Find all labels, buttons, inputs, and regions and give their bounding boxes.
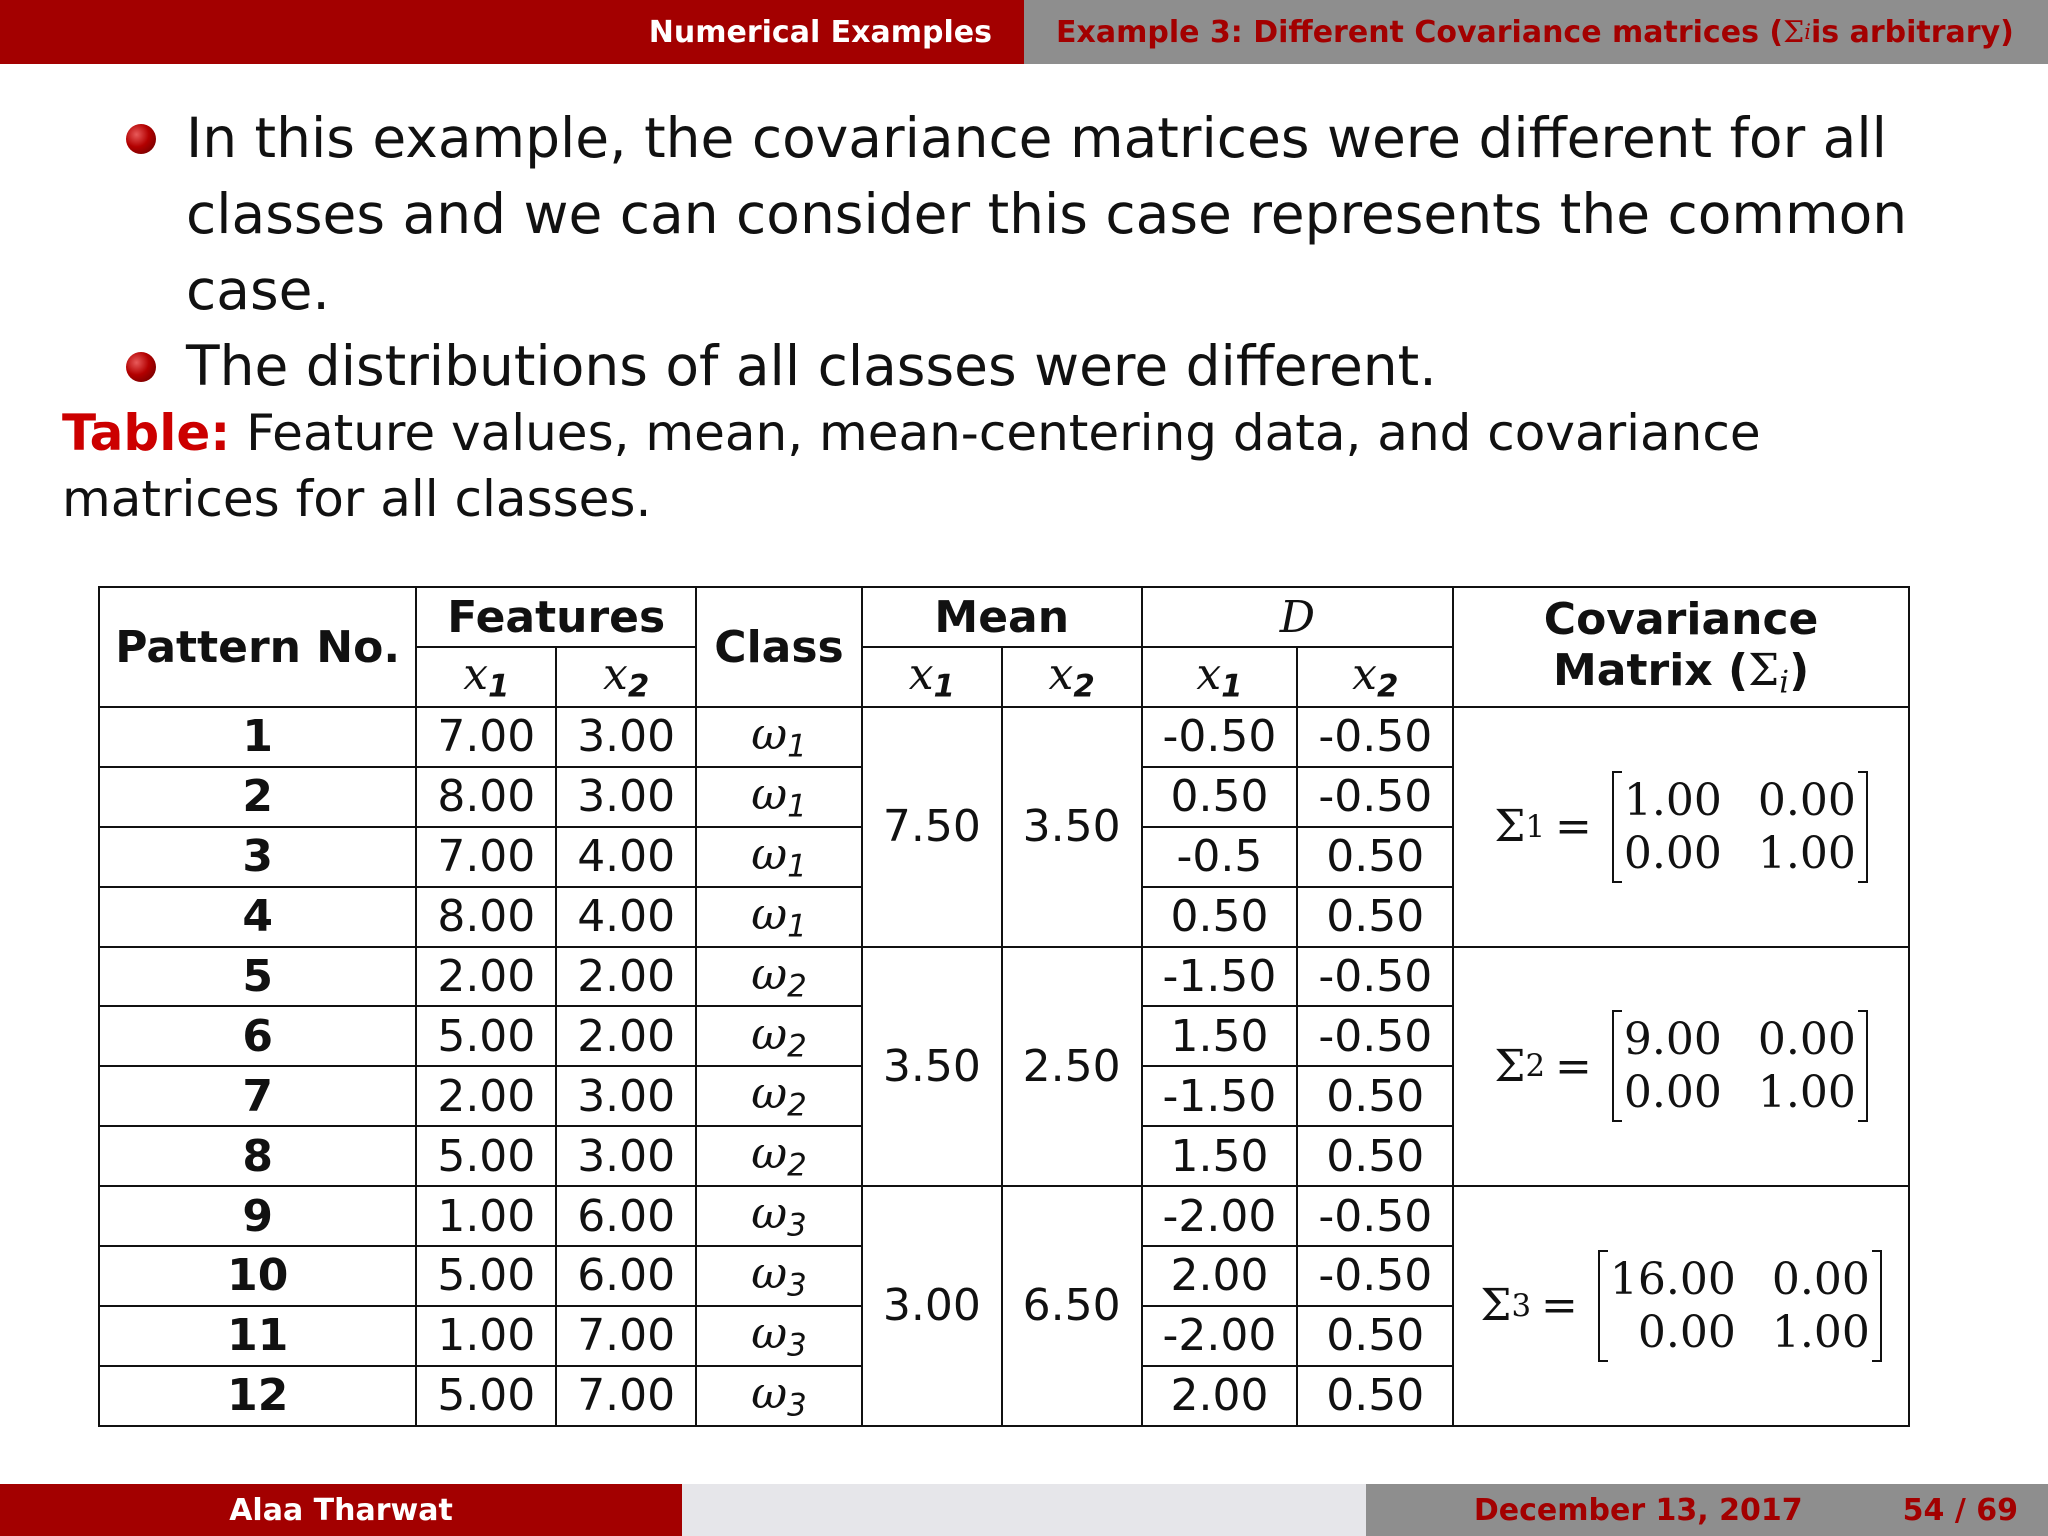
cell-d-x2: -0.50 <box>1297 1186 1453 1246</box>
header-class: Class <box>696 587 862 707</box>
omega-symbol: ω <box>751 1008 788 1060</box>
cell-d-x1: -0.50 <box>1142 707 1298 767</box>
footer-bar <box>0 1484 2048 1536</box>
matrix-cell: 0.00 <box>1623 1067 1722 1119</box>
cell-d-x2: -0.50 <box>1297 1006 1453 1066</box>
bullet-dot-icon <box>126 124 156 154</box>
cell-d-x2: 0.50 <box>1297 1126 1453 1186</box>
cell-feature-x1: 5.00 <box>416 1126 556 1186</box>
omega-symbol: ω <box>751 1128 788 1180</box>
omega-symbol: ω <box>751 768 788 820</box>
data-table <box>98 586 1910 1427</box>
cell-feature-x1: 7.00 <box>416 707 556 767</box>
matrix-cell: 0.00 <box>1771 1253 1870 1305</box>
table-row <box>99 1186 1909 1246</box>
cell-pattern-no: 11 <box>99 1306 416 1366</box>
equals-sign: = <box>1555 1040 1592 1092</box>
bullet-item <box>126 328 2006 404</box>
omega-symbol: ω <box>751 1367 788 1419</box>
header-mean: Mean <box>862 587 1142 647</box>
bullet-list <box>126 100 2006 404</box>
cell-d-x1: 1.50 <box>1142 1006 1298 1066</box>
cell-feature-x2: 3.00 <box>556 707 696 767</box>
cell-feature-x2: 2.00 <box>556 1006 696 1066</box>
cell-class <box>696 1366 862 1426</box>
omega-symbol: ω <box>751 709 788 761</box>
cell-class <box>696 1306 862 1366</box>
x-subscript: 1 <box>488 668 510 705</box>
cell-pattern-no: 3 <box>99 827 416 887</box>
header-d-x1 <box>1142 647 1298 707</box>
cell-d-x1: -2.00 <box>1142 1186 1298 1246</box>
covariance-expression <box>1480 1250 1882 1362</box>
cell-feature-x2: 6.00 <box>556 1246 696 1306</box>
cell-d-x2: -0.50 <box>1297 947 1453 1007</box>
cell-covariance-matrix <box>1453 707 1909 947</box>
omega-subscript: 2 <box>787 1028 807 1065</box>
x-symbol: x <box>1352 649 1377 701</box>
header-covariance-line1: Covariance <box>1543 593 1819 645</box>
matrix-cell: 0.00 <box>1757 774 1856 826</box>
omega-symbol: ω <box>751 1248 788 1300</box>
caption-label: Table: <box>62 404 231 462</box>
cell-class <box>696 1126 862 1186</box>
header-d-symbol: D <box>1279 591 1316 643</box>
footer-date: December 13, 2017 <box>1473 1492 1803 1528</box>
cell-d-x2: 0.50 <box>1297 827 1453 887</box>
matrix-cell: 1.00 <box>1623 774 1722 826</box>
cell-d-x1: -0.5 <box>1142 827 1298 887</box>
omega-subscript: 1 <box>787 728 807 765</box>
header-sigma-subscript: i <box>1804 20 1812 44</box>
matrix-bracket <box>1598 1250 1882 1362</box>
cell-class <box>696 947 862 1007</box>
matrix-values <box>1610 1254 1870 1358</box>
table-row <box>99 707 1909 767</box>
equals-sign: = <box>1555 801 1592 853</box>
omega-symbol: ω <box>751 1308 788 1359</box>
cell-covariance-matrix <box>1453 947 1909 1187</box>
cell-class <box>696 1066 862 1126</box>
omega-subscript: 3 <box>787 1267 807 1304</box>
cell-d-x2: 0.50 <box>1297 1306 1453 1366</box>
matrix-cell: 1.00 <box>1771 1306 1870 1358</box>
sigma-symbol: Σ <box>1494 1040 1526 1092</box>
cell-mean-x2: 6.50 <box>1002 1186 1142 1426</box>
x-symbol: x <box>908 649 934 701</box>
cell-d-x2: -0.50 <box>1297 767 1453 827</box>
footer-info <box>1366 1484 2048 1536</box>
cell-d-x2: 0.50 <box>1297 1066 1453 1126</box>
cell-feature-x1: 8.00 <box>416 887 556 947</box>
cell-feature-x1: 5.00 <box>416 1006 556 1066</box>
footer-page-number: 54 / 69 <box>1902 1492 2018 1528</box>
bullet-dot-icon <box>126 352 156 382</box>
omega-symbol: ω <box>751 1188 788 1240</box>
cell-mean-x1: 3.00 <box>862 1186 1002 1426</box>
table-row <box>99 947 1909 1007</box>
cell-feature-x2: 3.00 <box>556 767 696 827</box>
table-body <box>99 707 1909 1426</box>
header-covariance-line2 <box>1454 645 1908 701</box>
cell-feature-x2: 2.00 <box>556 947 696 1007</box>
cell-d-x1: -2.00 <box>1142 1306 1298 1366</box>
omega-symbol: ω <box>751 1068 788 1120</box>
footer-author: Alaa Tharwat <box>0 1484 682 1536</box>
matrix-cell: 0.00 <box>1757 1014 1856 1066</box>
cell-d-x2: 0.50 <box>1297 887 1453 947</box>
cell-pattern-no: 7 <box>99 1066 416 1126</box>
matrix-values <box>1624 775 1856 879</box>
header-subsection[interactable] <box>1024 0 2048 64</box>
cell-feature-x1: 1.00 <box>416 1186 556 1246</box>
header-d <box>1142 587 1454 647</box>
cell-pattern-no: 2 <box>99 767 416 827</box>
x-symbol: x <box>1048 649 1074 701</box>
header-features-x2 <box>556 647 696 707</box>
omega-symbol: ω <box>751 888 788 940</box>
header-covariance-sigma: Σ <box>1748 644 1780 696</box>
omega-symbol: ω <box>751 828 788 880</box>
cell-pattern-no: 8 <box>99 1126 416 1186</box>
cell-pattern-no: 12 <box>99 1366 416 1426</box>
cell-class <box>696 1246 862 1306</box>
cell-pattern-no: 6 <box>99 1006 416 1066</box>
cell-d-x2: -0.50 <box>1297 1246 1453 1306</box>
cell-feature-x2: 3.00 <box>556 1066 696 1126</box>
covariance-expression <box>1494 771 1868 883</box>
bullet-item <box>126 100 2006 328</box>
x-subscript: 2 <box>627 668 650 705</box>
header-covariance-text: Matrix ( <box>1553 644 1749 696</box>
matrix-cell: 1.00 <box>1757 1067 1856 1119</box>
matrix-bracket <box>1612 1010 1868 1122</box>
x-subscript: 1 <box>1221 668 1243 705</box>
header-sigma-symbol: Σ <box>1783 14 1805 50</box>
matrix-cell: 0.00 <box>1623 827 1722 879</box>
cell-class <box>696 887 862 947</box>
x-symbol: x <box>1196 649 1222 701</box>
cell-covariance-matrix <box>1453 1186 1909 1426</box>
omega-subscript: 1 <box>787 908 807 945</box>
sigma-symbol: Σ <box>1480 1280 1512 1332</box>
cell-class <box>696 767 862 827</box>
header-features: Features <box>416 587 696 647</box>
cell-feature-x1: 8.00 <box>416 767 556 827</box>
covariance-expression <box>1494 1010 1868 1122</box>
omega-subscript: 3 <box>787 1327 807 1364</box>
header-covariance-close: ) <box>1789 644 1810 696</box>
bullet-text: The distributions of all classes were different. <box>186 334 1437 398</box>
omega-subscript: 3 <box>787 1387 807 1424</box>
cell-class <box>696 827 862 887</box>
cell-pattern-no: 1 <box>99 707 416 767</box>
cell-mean-x2: 3.50 <box>1002 707 1142 947</box>
header-bar <box>0 0 2048 64</box>
cell-d-x1: -1.50 <box>1142 947 1298 1007</box>
cell-mean-x1: 7.50 <box>862 707 1002 947</box>
header-subsection-prefix: Example 3: Different Covariance matrices ( <box>1056 14 1784 50</box>
omega-subscript: 2 <box>787 1088 807 1125</box>
sigma-subscript: 1 <box>1525 808 1546 845</box>
omega-subscript: 1 <box>787 848 807 885</box>
equals-sign: = <box>1541 1280 1578 1332</box>
matrix-cell: 9.00 <box>1623 1014 1722 1066</box>
footer-spacer <box>682 1484 1366 1536</box>
matrix-cell: 0.00 <box>1637 1306 1736 1358</box>
cell-feature-x2: 4.00 <box>556 887 696 947</box>
cell-feature-x1: 2.00 <box>416 1066 556 1126</box>
cell-feature-x1: 5.00 <box>416 1366 556 1426</box>
matrix-values <box>1624 1014 1856 1118</box>
cell-class <box>696 707 862 767</box>
omega-symbol: ω <box>751 948 788 1000</box>
header-subsection-suffix: is arbitrary) <box>1811 14 2014 50</box>
cell-feature-x2: 3.00 <box>556 1126 696 1186</box>
cell-d-x1: 2.00 <box>1142 1366 1298 1426</box>
cell-d-x2: -0.50 <box>1297 707 1453 767</box>
x-symbol: x <box>463 649 489 701</box>
cell-d-x2: 0.50 <box>1297 1366 1453 1426</box>
cell-feature-x1: 2.00 <box>416 947 556 1007</box>
header-pattern-no: Pattern No. <box>99 587 416 707</box>
bullet-text: In this example, the covariance matrices were different for all classes and we can consider this case represents the common case. <box>186 106 1908 322</box>
cell-pattern-no: 10 <box>99 1246 416 1306</box>
header-features-x1 <box>416 647 556 707</box>
cell-feature-x2: 6.00 <box>556 1186 696 1246</box>
sigma-subscript: 2 <box>1525 1048 1546 1085</box>
cell-d-x1: 2.00 <box>1142 1246 1298 1306</box>
x-subscript: 1 <box>933 668 955 705</box>
cell-pattern-no: 5 <box>99 947 416 1007</box>
matrix-bracket <box>1612 771 1868 883</box>
omega-subscript: 2 <box>787 968 807 1005</box>
omega-subscript: 3 <box>787 1207 807 1244</box>
header-d-x2 <box>1297 647 1453 707</box>
cell-class <box>696 1006 862 1066</box>
sigma-symbol: Σ <box>1494 801 1526 853</box>
sigma-subscript: 3 <box>1511 1287 1532 1324</box>
matrix-cell: 1.00 <box>1757 827 1856 879</box>
cell-pattern-no: 4 <box>99 887 416 947</box>
header-covariance-sub: i <box>1779 664 1790 701</box>
omega-subscript: 2 <box>787 1148 807 1185</box>
cell-mean-x2: 2.50 <box>1002 947 1142 1187</box>
header-mean-x1 <box>862 647 1002 707</box>
cell-mean-x1: 3.50 <box>862 947 1002 1187</box>
omega-subscript: 1 <box>787 788 807 825</box>
cell-d-x1: 0.50 <box>1142 887 1298 947</box>
cell-feature-x2: 7.00 <box>556 1306 696 1366</box>
cell-feature-x1: 5.00 <box>416 1246 556 1306</box>
cell-feature-x2: 4.00 <box>556 827 696 887</box>
cell-feature-x1: 7.00 <box>416 827 556 887</box>
x-subscript: 2 <box>1376 668 1399 705</box>
cell-class <box>696 1186 862 1246</box>
caption-text: Feature values, mean, mean-centering data, and covariance matrices for all classes. <box>62 404 1761 528</box>
matrix-cell: 16.00 <box>1609 1253 1736 1305</box>
header-mean-x2 <box>1002 647 1142 707</box>
header-covariance <box>1453 587 1909 707</box>
table-caption <box>62 400 1962 532</box>
cell-d-x1: 1.50 <box>1142 1126 1298 1186</box>
cell-feature-x2: 7.00 <box>556 1366 696 1426</box>
x-subscript: 2 <box>1073 668 1095 705</box>
cell-d-x1: 0.50 <box>1142 767 1298 827</box>
table-header-row <box>99 587 1909 647</box>
cell-d-x1: -1.50 <box>1142 1066 1298 1126</box>
header-section-label: Numerical Examples <box>648 14 992 50</box>
header-section[interactable] <box>0 0 1024 64</box>
x-symbol: x <box>603 649 628 701</box>
cell-feature-x1: 1.00 <box>416 1306 556 1366</box>
cell-pattern-no: 9 <box>99 1186 416 1246</box>
